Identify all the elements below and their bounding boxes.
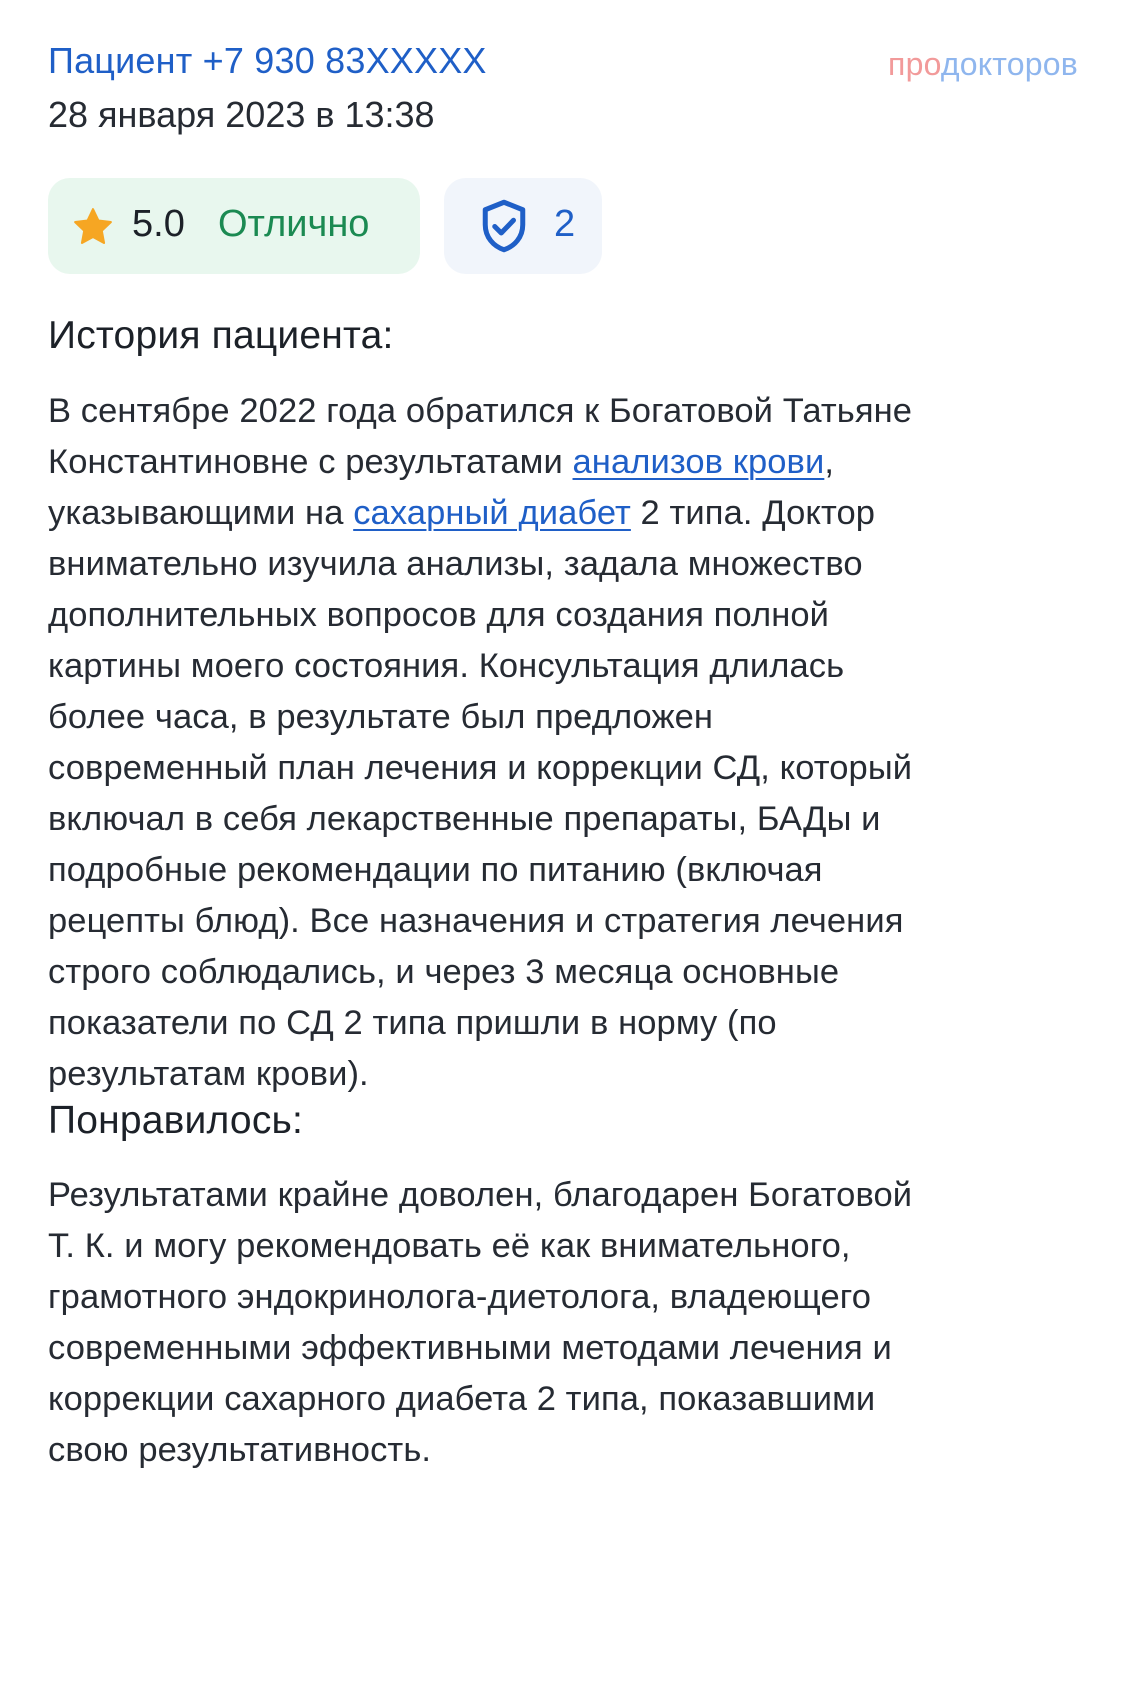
liked-title: Понравилось: [48, 1099, 304, 1142]
diabetes-link[interactable]: сахарный диабет [353, 494, 631, 532]
text-line: результатам крови). [48, 1055, 369, 1093]
rating-label: Отлично [218, 203, 370, 245]
text-fragment: указывающими на [48, 494, 354, 532]
text-line: Т. К. и могу рекомендовать её как внимательного, [48, 1227, 851, 1265]
brand-logo-part2: докторов [940, 46, 1078, 82]
text-fragment: , [824, 443, 835, 481]
text-line: рецепты блюд). Все назначения и стратегия лечения [48, 902, 904, 940]
text-line [48, 437, 1074, 488]
brand-logo[interactable] [888, 46, 1078, 83]
text-line: современный план лечения и коррекции СД, который [48, 749, 913, 787]
review-header [48, 36, 1078, 146]
rating-badge [48, 178, 420, 274]
text-line: показатели по СД 2 типа пришли в норму (по [48, 1004, 777, 1042]
verified-badge[interactable] [444, 178, 602, 274]
text-line: более часа, в результате был предложен [48, 698, 714, 736]
text-line: грамотного эндокринолога-диетолога, владеющего [48, 1278, 871, 1316]
rating-value: 5.0 [132, 203, 185, 245]
text-line: дополнительных вопросов для создания полной [48, 596, 830, 634]
review-date: 28 января 2023 в 13:38 [48, 94, 435, 135]
history-title: История пациента: [48, 314, 394, 357]
text-line: подробные рекомендации по питанию (включая [48, 851, 823, 889]
text-line: включал в себя лекарственные препараты, БАДы и [48, 800, 881, 838]
liked-text [48, 1170, 1074, 1476]
text-line: строго соблюдались, и через 3 месяца основные [48, 953, 840, 991]
patient-name[interactable]: Пациент +7 930 83XXXXX [48, 40, 487, 81]
text-line: свою результативность. [48, 1431, 432, 1469]
text-line: современными эффективными методами лечения и [48, 1329, 892, 1367]
text-line: В сентябре 2022 года обратился к Богатовой Татьяне [48, 392, 913, 430]
text-line [48, 488, 1074, 539]
history-text [48, 386, 1074, 1100]
text-line: Результатами крайне доволен, благодарен Богатовой [48, 1176, 913, 1214]
text-line: картины моего состояния. Консультация длилась [48, 647, 845, 685]
verified-count: 2 [554, 203, 576, 245]
shield-check-icon [474, 196, 534, 256]
text-fragment: Константиновне с результатами [48, 443, 573, 481]
text-line: коррекции сахарного диабета 2 типа, показавшими [48, 1380, 876, 1418]
text-line: внимательно изучила анализы, задала множество [48, 545, 863, 583]
text-fragment: 2 типа. Доктор [630, 494, 876, 532]
star-icon [72, 206, 114, 248]
blood-tests-link[interactable]: анализов крови [572, 443, 825, 481]
brand-logo-part1: про [888, 46, 941, 82]
